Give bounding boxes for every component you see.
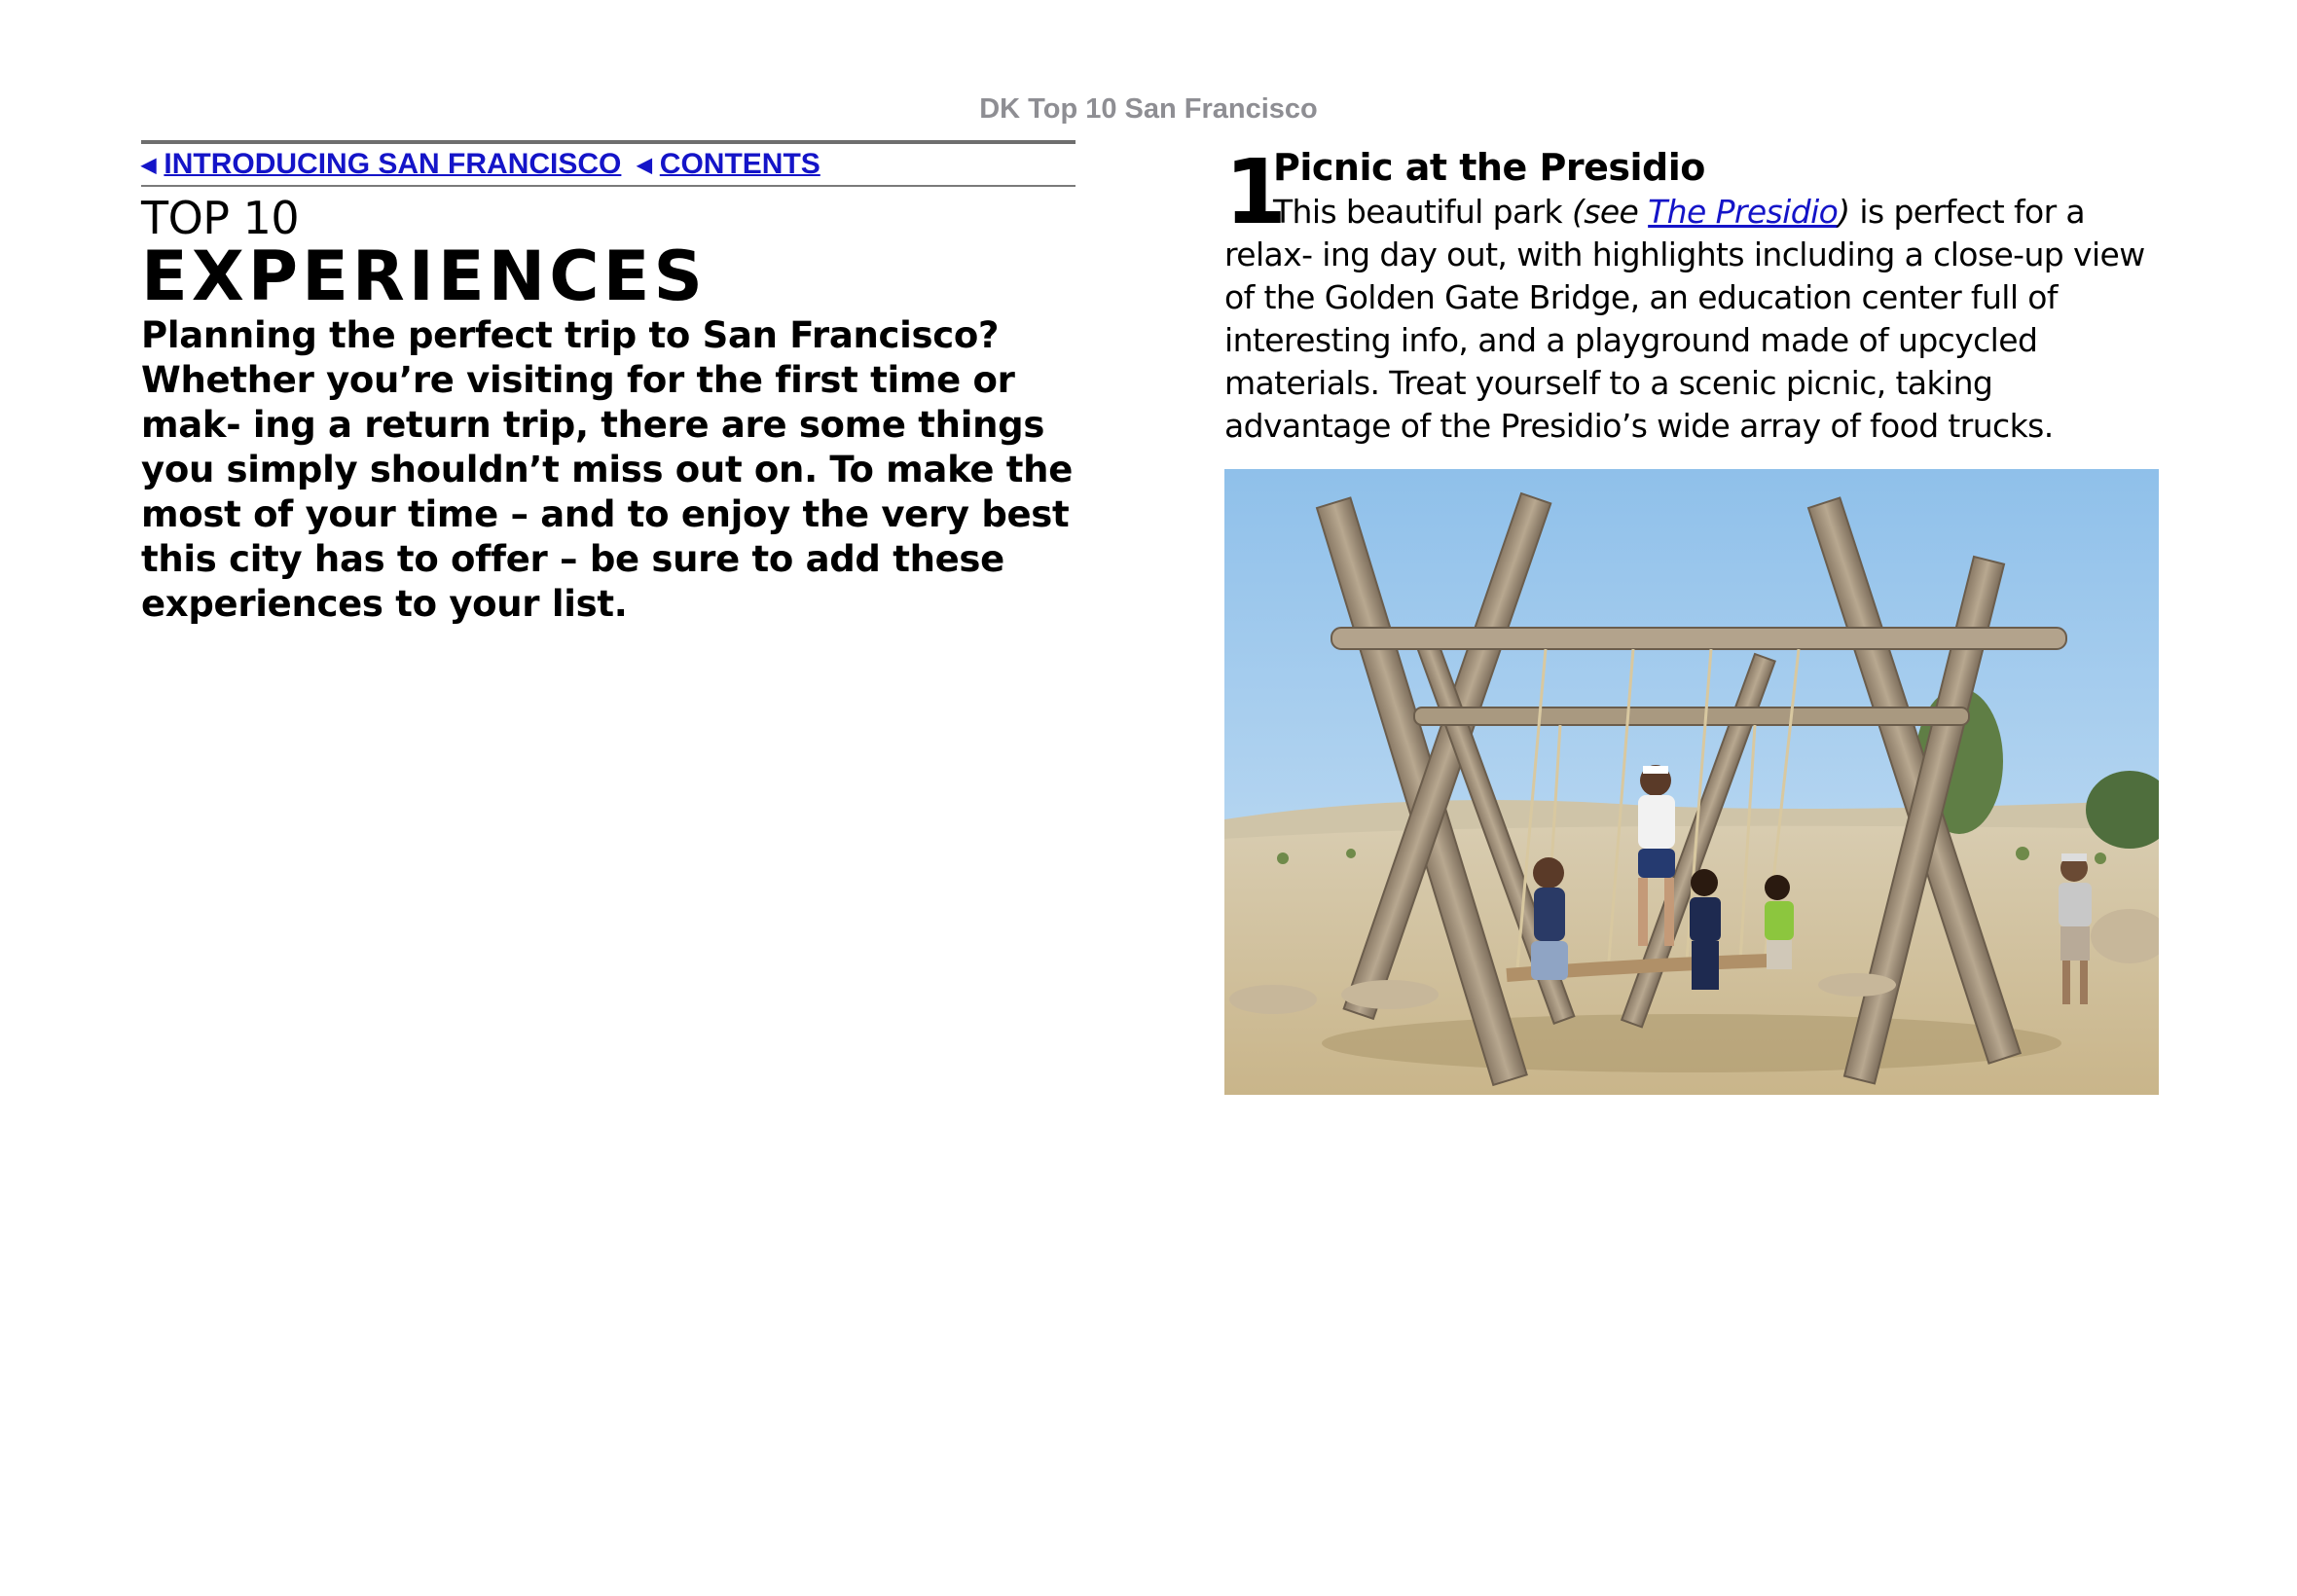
item-body bbox=[1224, 191, 2159, 448]
presidio-playground-photo bbox=[1224, 469, 2159, 1095]
introducing-san-francisco-link[interactable]: INTRODUCING SAN FRANCISCO bbox=[164, 148, 622, 180]
photo-illustration bbox=[1224, 469, 2159, 1095]
left-page bbox=[141, 140, 1076, 627]
body-text-start: This beautiful park bbox=[1273, 193, 1572, 231]
section-heading: EXPERIENCES bbox=[141, 236, 707, 316]
item-number: 1 bbox=[1224, 140, 1288, 244]
see-open: (see bbox=[1571, 193, 1649, 231]
book-title: DK Top 10 San Francisco bbox=[979, 93, 1318, 125]
back-triangle-icon: ◀ bbox=[141, 154, 157, 176]
contents-link[interactable]: CONTENTS bbox=[659, 148, 820, 180]
right-page bbox=[1224, 140, 2159, 448]
item-title: Picnic at the Presidio bbox=[1273, 146, 1705, 189]
breadcrumb-nav bbox=[141, 144, 1076, 187]
the-presidio-link[interactable]: The Presidio bbox=[1648, 193, 1839, 231]
section-kicker: TOP 10 bbox=[141, 192, 300, 244]
back-triangle-icon: ◀ bbox=[637, 154, 652, 176]
see-close: ) bbox=[1838, 193, 1850, 231]
intro-paragraph: Planning the perfect trip to San Francisco? Whether you’re visiting for the first time or mak- ing a return trip, there are some things you simply shouldn’t miss out on. To make the most of your time – and to enjoy the very best this city has to offer – be sure to add these experiences to your list. bbox=[141, 314, 1073, 625]
body-text-rest: is perfect for a relax- ing day out, with highlights including a close-up view of the Golden Gate Bridge, an education center full of interesting info, and a playground made of upcycled materials. Treat yourself to a scenic picnic, taking advantage of the Presidio’s wide array of food trucks. bbox=[1224, 193, 2145, 445]
